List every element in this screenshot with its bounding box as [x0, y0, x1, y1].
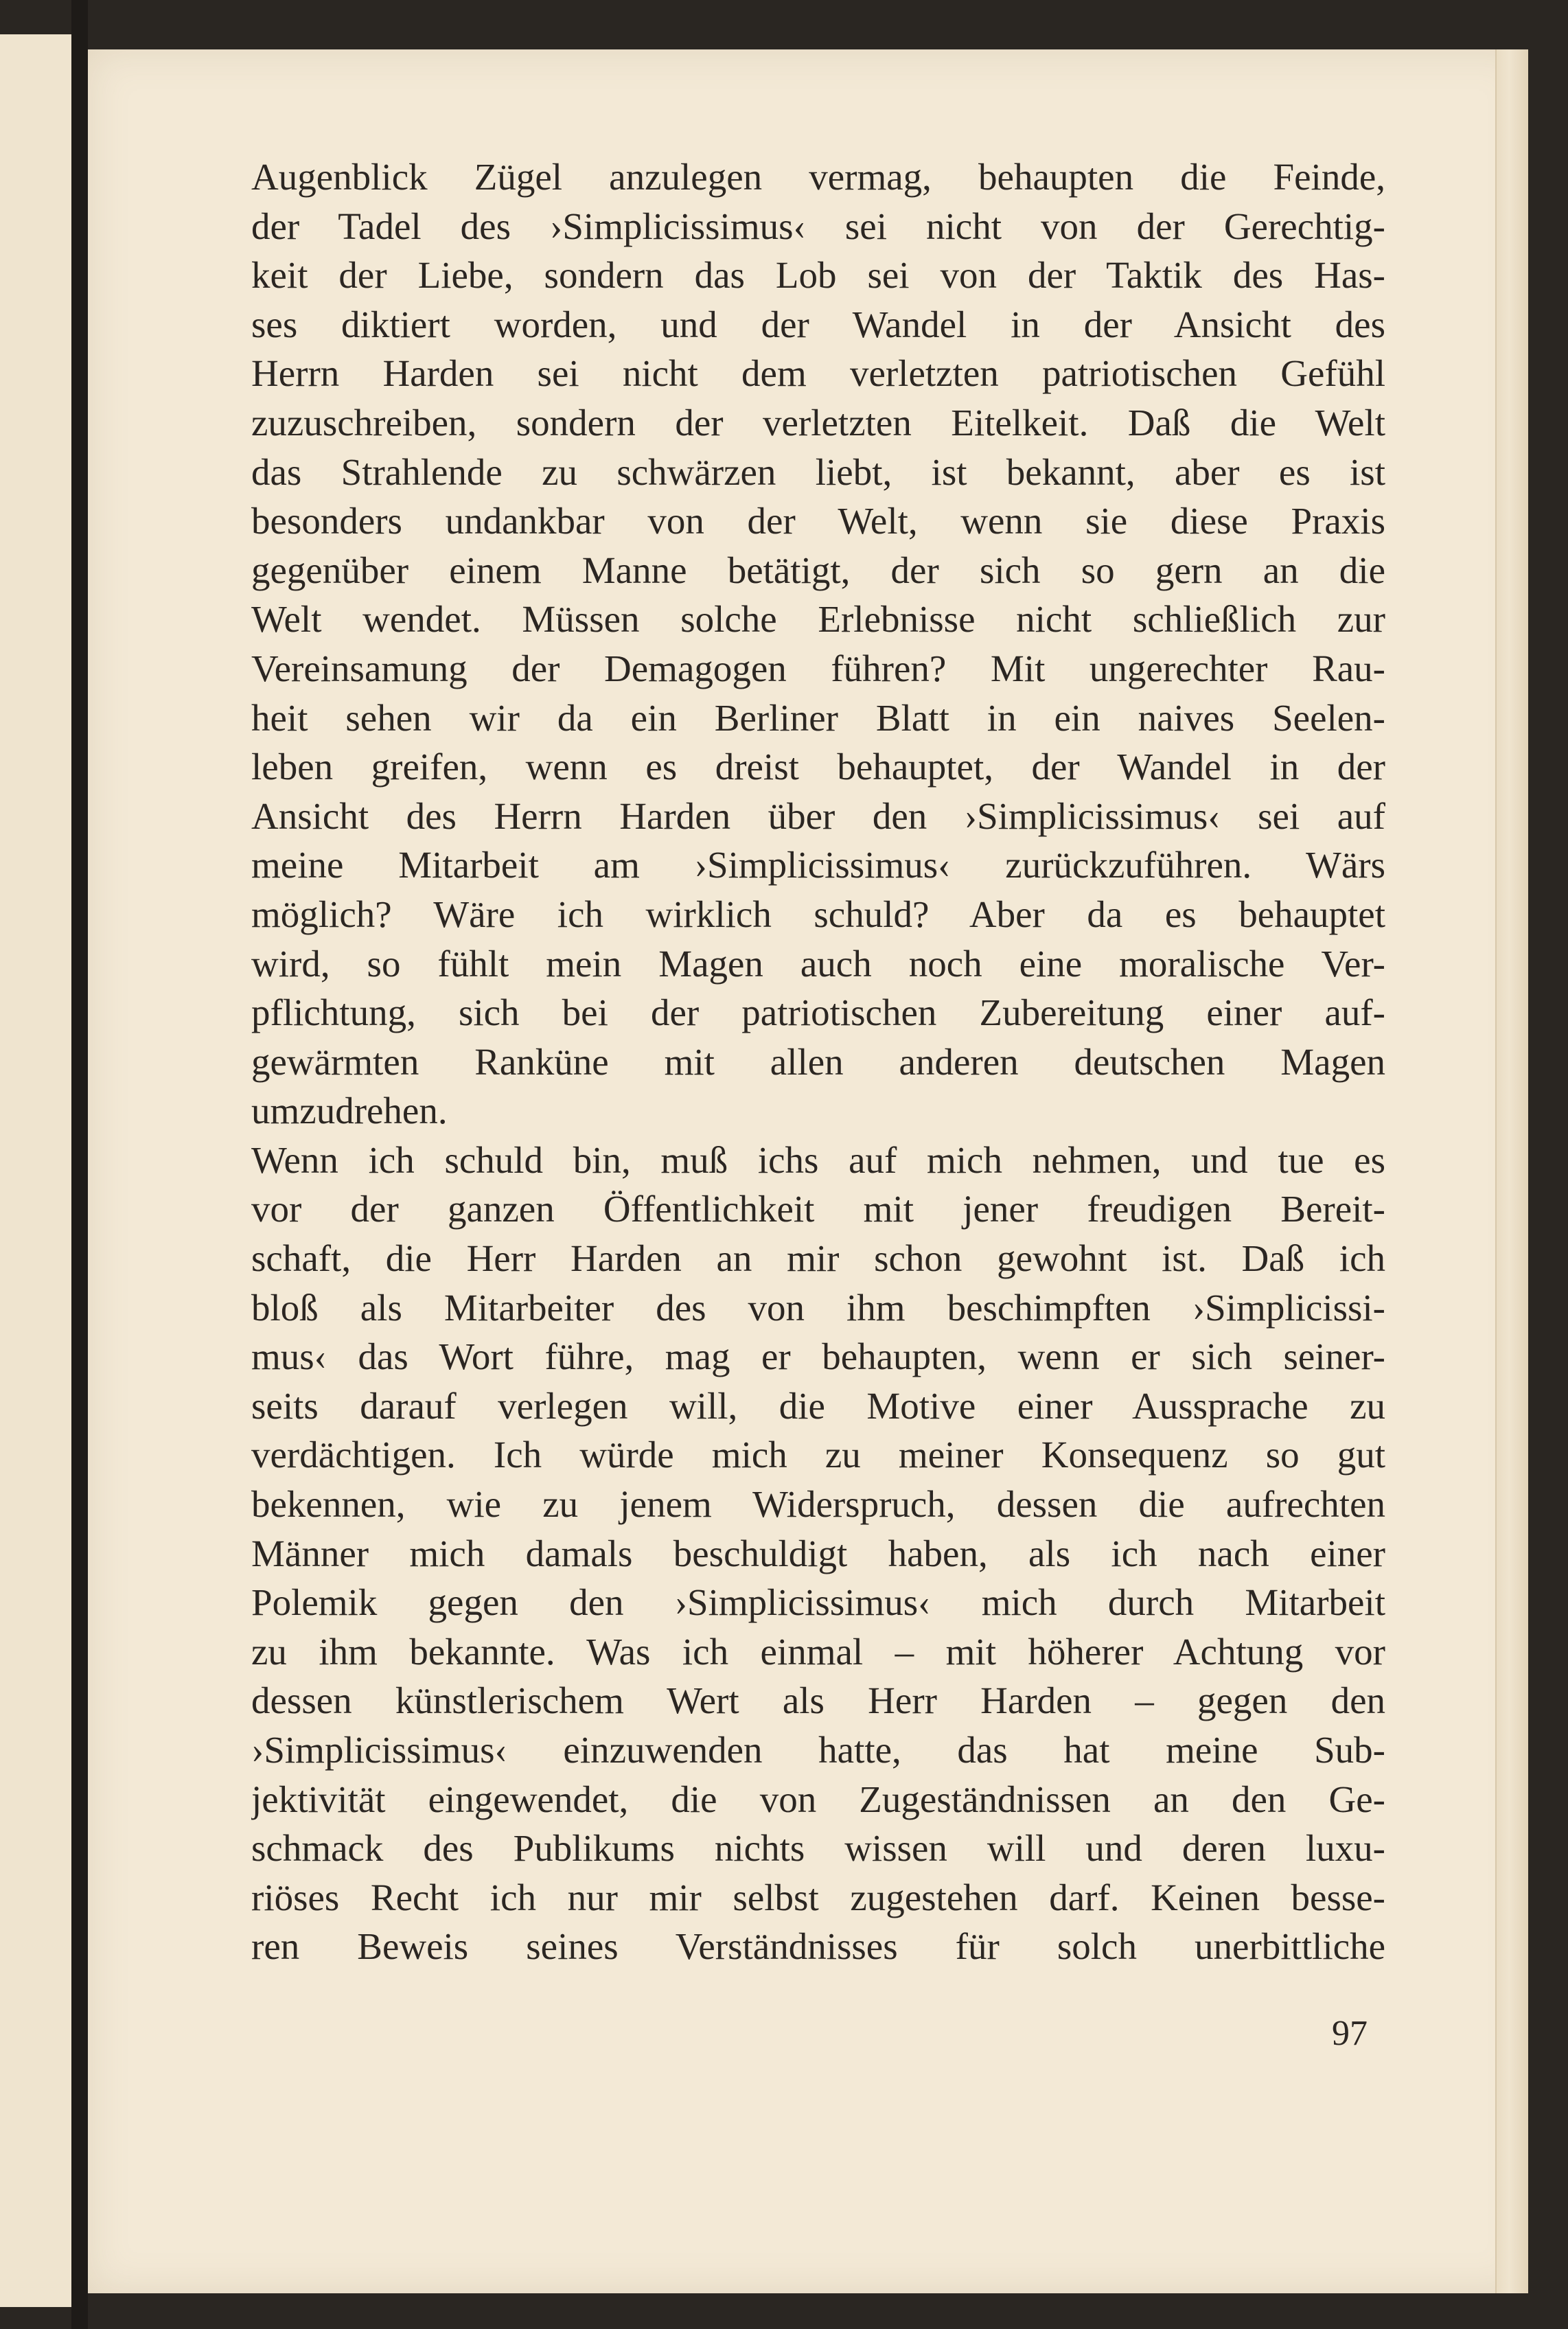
book-gutter: [71, 0, 88, 2329]
text-line: Ansicht des Herrn Harden über den ›Simplicissimus‹ sei auf: [251, 794, 1385, 837]
text-line: ses diktiert worden, und der Wandel in der Ansicht des: [251, 303, 1385, 345]
text-line: Wenn ich schuld bin, muß ichs auf mich nehmen, und tue es: [251, 1138, 1385, 1181]
text-line: jektivität eingewendet, die von Zugeständnissen an den Ge-: [251, 1778, 1385, 1820]
text-line: Polemik gegen den ›Simplicissimus‹ mich durch Mitarbeit: [251, 1581, 1385, 1624]
text-line: das Strahlende zu schwärzen liebt, ist bekannt, aber es ist: [251, 450, 1385, 493]
text-line: Welt wendet. Müssen solche Erlebnisse nicht schließlich zur: [251, 598, 1385, 641]
text-line: Vereinsamung der Demagogen führen? Mit ungerechter Rau-: [251, 647, 1385, 689]
text-line: schmack des Publikums nichts wissen will und deren luxu-: [251, 1827, 1385, 1870]
text-line: heit sehen wir da ein Berliner Blatt in ein naives Seelen-: [251, 696, 1385, 739]
text-line: vor der ganzen Öffentlichkeit mit jener freudigen Bereit-: [251, 1188, 1385, 1230]
text-line: bekennen, wie zu jenem Widerspruch, dessen die aufrechten: [251, 1483, 1385, 1526]
text-line: pflichtung, sich bei der patriotischen Zubereitung einer auf-: [251, 991, 1385, 1034]
text-line: bloß als Mitarbeiter des von ihm beschimpften ›Simplicissi-: [251, 1286, 1385, 1329]
body-text: [251, 152, 1385, 1971]
text-line: der Tadel des ›Simplicissimus‹ sei nicht von der Gerechtig-: [251, 205, 1385, 247]
previous-page-edge: [0, 34, 73, 2307]
text-line: gegenüber einem Manne betätigt, der sich so gern an die: [251, 549, 1385, 591]
text-line: verdächtigen. Ich würde mich zu meiner Konsequenz so gut: [251, 1434, 1385, 1476]
text-line: schaft, die Herr Harden an mir schon gewohnt ist. Daß ich: [251, 1237, 1385, 1280]
text-line: mus‹ das Wort führe, mag er behaupten, wenn er sich seiner-: [251, 1335, 1385, 1378]
text-line: möglich? Wäre ich wirklich schuld? Aber da es behauptet: [251, 893, 1385, 935]
page-fore-edge: [1495, 49, 1528, 2293]
text-line: wird, so fühlt mein Magen auch noch eine moralische Ver-: [251, 942, 1385, 985]
text-line: meine Mitarbeit am ›Simplicissimus‹ zurückzuführen. Wärs: [251, 844, 1385, 886]
page-number: 97: [1332, 2014, 1368, 2053]
text-line: zu ihm bekannte. Was ich einmal – mit höherer Achtung vor: [251, 1630, 1385, 1673]
text-line: Männer mich damals beschuldigt haben, als ich nach einer: [251, 1532, 1385, 1574]
text-line: Augenblick Zügel anzulegen vermag, behaupten die Feinde,: [251, 156, 1385, 198]
text-line: Herrn Harden sei nicht dem verletzten patriotischen Gefühl: [251, 352, 1385, 395]
text-line: keit der Liebe, sondern das Lob sei von der Taktik des Has-: [251, 254, 1385, 297]
text-line: riöses Recht ich nur mir selbst zugestehen darf. Keinen besse-: [251, 1876, 1385, 1918]
text-line: ›Simplicissimus‹ einzuwenden hatte, das hat meine Sub-: [251, 1729, 1385, 1771]
text-line: gewärmten Ranküne mit allen anderen deutschen Magen: [251, 1040, 1385, 1083]
text-line: ren Beweis seines Verständnisses für solch unerbittliche: [251, 1925, 1385, 1968]
text-line: dessen künstlerischem Wert als Herr Harden – gegen den: [251, 1679, 1385, 1722]
text-line: seits darauf verlegen will, die Motive einer Aussprache zu: [251, 1384, 1385, 1427]
text-line: leben greifen, wenn es dreist behauptet, der Wandel in der: [251, 746, 1385, 788]
text-line: besonders undankbar von der Welt, wenn sie diese Praxis: [251, 500, 1385, 542]
text-line: umzudrehen.: [251, 1090, 448, 1132]
text-line: zuzuschreiben, sondern der verletzten Eitelkeit. Daß die Welt: [251, 401, 1385, 444]
